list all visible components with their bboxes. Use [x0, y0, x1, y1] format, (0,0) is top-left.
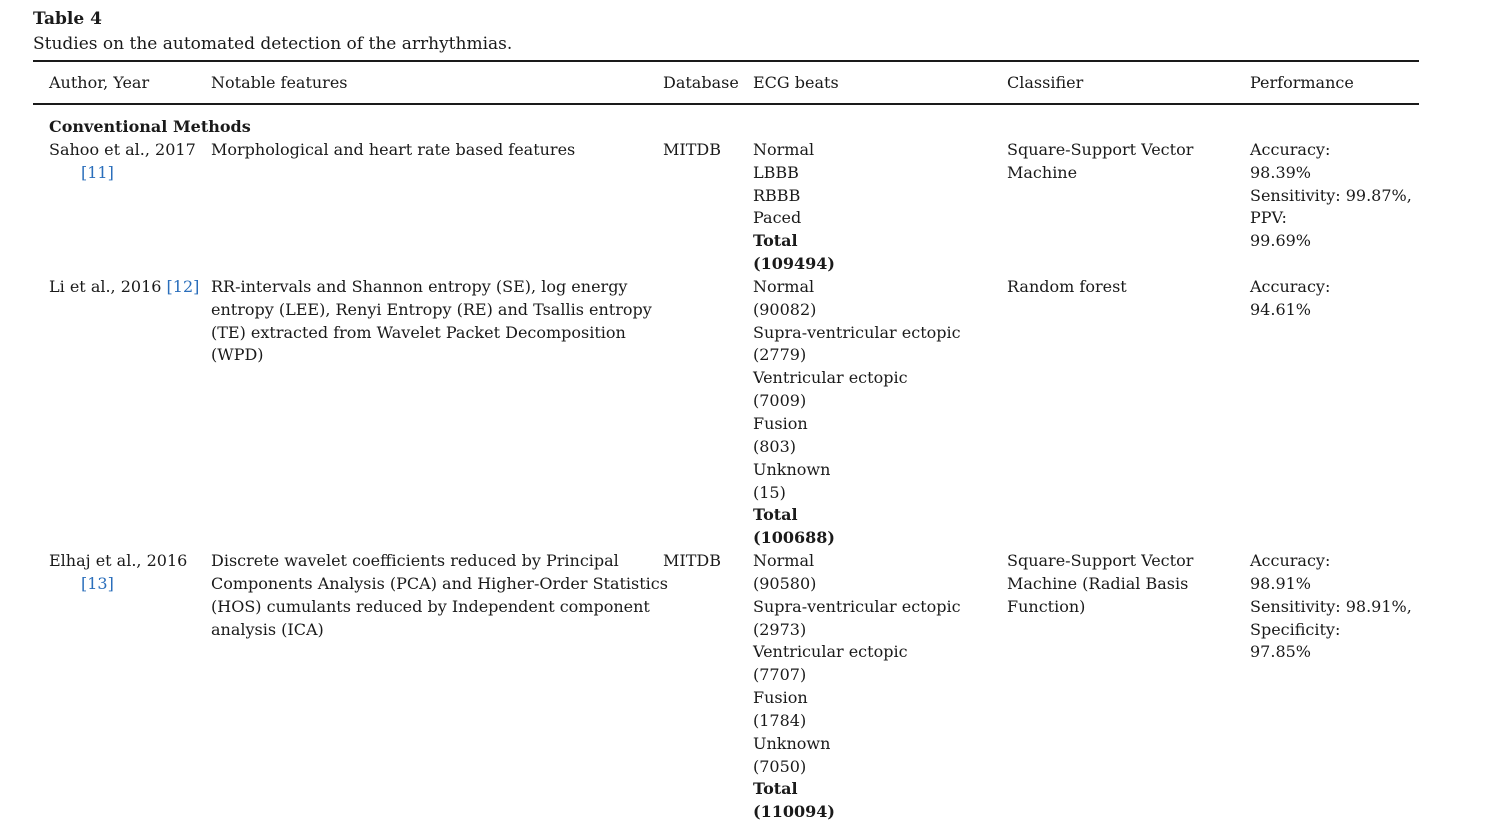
row2-beat: (803) — [753, 437, 797, 456]
row1-beat-total-count: (109494) — [753, 254, 835, 273]
row3-beat: Normal — [753, 551, 815, 570]
header-features: Notable features — [211, 73, 348, 92]
header-author: Author, Year — [49, 73, 150, 92]
row3-ref-link[interactable]: [13] — [81, 574, 114, 593]
row3-features: Components Analysis (PCA) and Higher-Order Statistics — [211, 574, 668, 593]
row2-beat: Fusion — [753, 414, 808, 433]
row3-beat: (7050) — [753, 757, 807, 776]
row3-performance: Sensitivity: 98.91%, — [1250, 597, 1412, 616]
row1-beat-total: Total — [753, 231, 798, 250]
section-title: Conventional Methods — [49, 117, 251, 136]
header-performance: Performance — [1250, 73, 1354, 92]
row2-beat: Supra-ventricular ectopic — [753, 323, 961, 342]
row1-classifier: Square-Support Vector — [1007, 140, 1194, 159]
row1-ref-link[interactable]: [11] — [81, 163, 114, 182]
row3-performance: 97.85% — [1250, 642, 1312, 661]
header-classifier: Classifier — [1007, 73, 1084, 92]
row2-beat: Unknown — [753, 460, 831, 479]
row3-beat: (1784) — [753, 711, 807, 730]
row2-beat: Ventricular ectopic — [753, 368, 908, 387]
header-database: Database — [663, 73, 739, 92]
row3-performance: Specificity: — [1250, 620, 1341, 639]
row1-classifier: Machine — [1007, 163, 1078, 182]
row3-classifier: Machine (Radial Basis — [1007, 574, 1189, 593]
row1-performance: PPV: — [1250, 208, 1287, 227]
row3-beat: Supra-ventricular ectopic — [753, 597, 961, 616]
row3-features: Discrete wavelet coefficients reduced by Principal — [211, 551, 619, 570]
row2-beat: Normal — [753, 277, 815, 296]
row2-features: (TE) extracted from Wavelet Packet Decomposition — [211, 323, 626, 342]
row1-performance: 98.39% — [1250, 163, 1312, 182]
row2-performance: 94.61% — [1250, 300, 1312, 319]
row2-features: (WPD) — [211, 345, 264, 364]
row1-performance: Accuracy: — [1250, 140, 1331, 159]
row1-performance: 99.69% — [1250, 231, 1312, 250]
row2-features: entropy (LEE), Renyi Entropy (RE) and Tsallis entropy — [211, 300, 652, 319]
row2-beat: (2779) — [753, 345, 807, 364]
table-caption: Studies on the automated detection of the arrhythmias. — [33, 34, 513, 54]
row1-performance: Sensitivity: 99.87%, — [1250, 186, 1412, 205]
row1-features: Morphological and heart rate based features — [211, 140, 576, 159]
row3-beat: Unknown — [753, 734, 831, 753]
row2-author — [49, 277, 199, 297]
row3-performance: 98.91% — [1250, 574, 1312, 593]
row1-database: MITDB — [663, 140, 721, 159]
row3-beat-total-count: (110094) — [753, 802, 835, 821]
row3-database: MITDB — [663, 551, 721, 570]
row3-beat-total: Total — [753, 779, 798, 798]
row2-features: RR-intervals and Shannon entropy (SE), log energy — [211, 277, 628, 296]
row3-beat: Fusion — [753, 688, 808, 707]
row1-author: Sahoo et al., 2017 — [49, 140, 196, 159]
row3-features: (HOS) cumulants reduced by Independent component — [211, 597, 650, 616]
row3-classifier: Square-Support Vector — [1007, 551, 1194, 570]
row3-beat: (90580) — [753, 574, 817, 593]
row2-classifier: Random forest — [1007, 277, 1127, 296]
row3-beat: Ventricular ectopic — [753, 642, 908, 661]
table-label: Table 4 — [33, 9, 102, 29]
row3-features: analysis (ICA) — [211, 620, 324, 639]
row2-beat-total: Total — [753, 505, 798, 524]
row1-beat: Normal — [753, 140, 815, 159]
row1-beat: Paced — [753, 208, 802, 227]
row2-beat-total-count: (100688) — [753, 528, 835, 547]
row3-author: Elhaj et al., 2016 — [49, 551, 188, 570]
header-rule — [33, 103, 1419, 105]
row2-performance: Accuracy: — [1250, 277, 1331, 296]
row2-author-name: Li et al., 2016 — [49, 277, 162, 296]
row3-classifier: Function) — [1007, 597, 1086, 616]
row3-beat: (2973) — [753, 620, 807, 639]
row2-beat: (15) — [753, 483, 786, 502]
row2-ref-link[interactable]: [12] — [166, 277, 200, 296]
row2-beat: (7009) — [753, 391, 807, 410]
header-beats: ECG beats — [753, 73, 839, 92]
row3-performance: Accuracy: — [1250, 551, 1331, 570]
row1-beat: LBBB — [753, 163, 799, 182]
top-rule — [33, 60, 1419, 62]
row2-beat: (90082) — [753, 300, 817, 319]
row1-beat: RBBB — [753, 186, 801, 205]
row3-beat: (7707) — [753, 665, 807, 684]
